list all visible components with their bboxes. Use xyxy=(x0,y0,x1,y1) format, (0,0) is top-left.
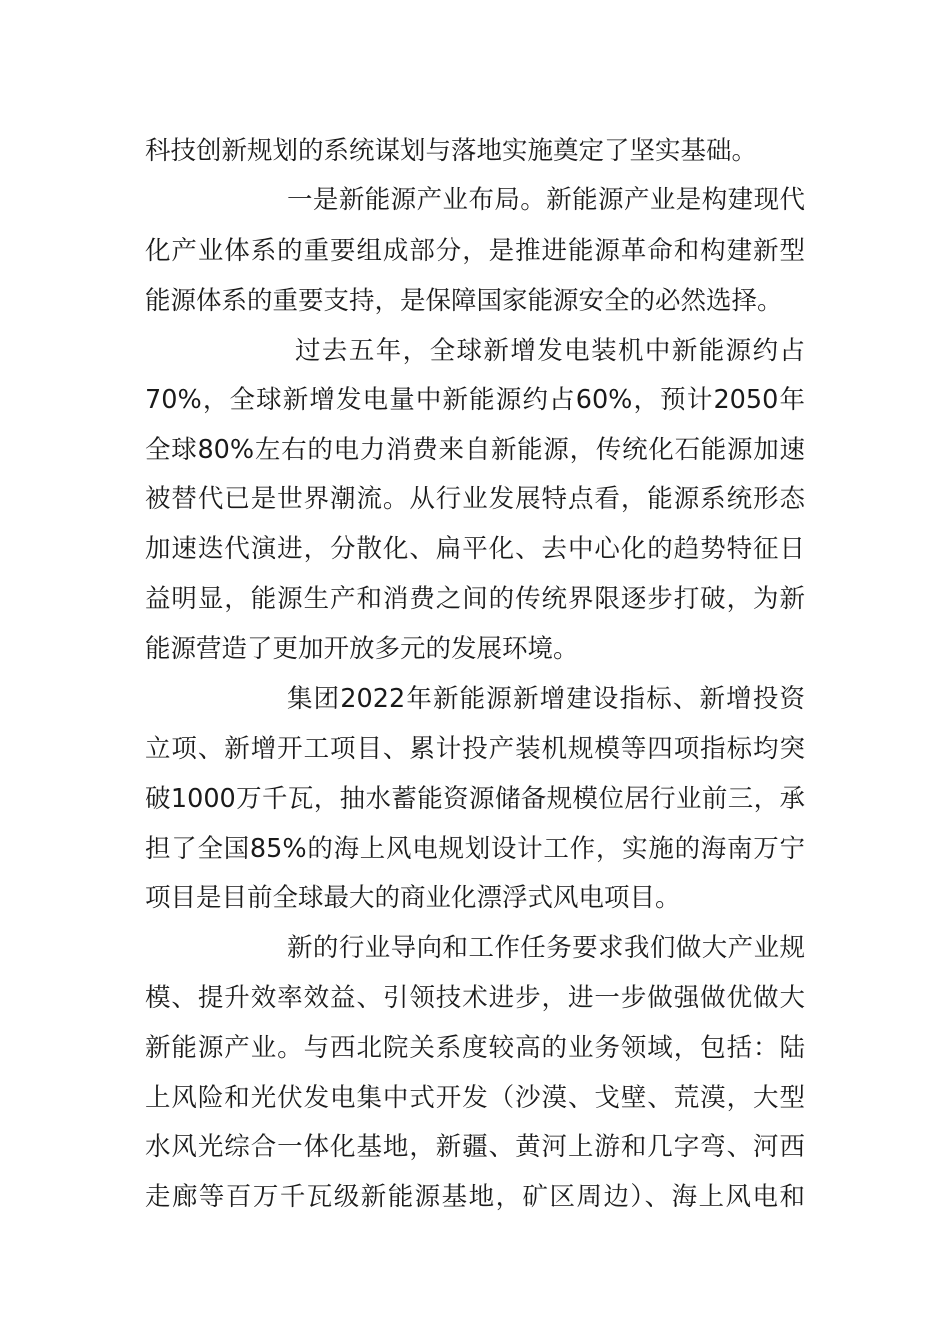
text-line-4: 能源体系的重要支持，是保障国家能源安全的必然选择。 xyxy=(145,286,783,316)
text-line-12: 集团2022年新能源新增建设指标、新增投资 xyxy=(287,684,805,714)
text-line-13: 立项、新增开工项目、累计投产装机规模等四项指标均突 xyxy=(145,734,805,764)
text-line-15: 担了全国85%的海上风电规划设计工作，实施的海南万宁 xyxy=(145,834,805,864)
text-line-8: 被替代已是世界潮流。从行业发展特点看，能源系统形态 xyxy=(145,484,805,514)
text-line-20: 上风险和光伏发电集中式开发（沙漠、戈壁、荒漠，大型 xyxy=(145,1083,805,1113)
text-line-17: 新的行业导向和工作任务要求我们做大产业规 xyxy=(287,933,805,963)
text-line-3: 化产业体系的重要组成部分，是推进能源革命和构建新型 xyxy=(145,236,805,266)
text-line-1: 科技创新规划的系统谋划与落地实施奠定了坚实基础。 xyxy=(145,136,758,166)
text-line-14: 破1000万千瓦，抽水蓄能资源储备规模位居行业前三，承 xyxy=(145,784,805,814)
text-line-9: 加速迭代演进，分散化、扁平化、去中心化的趋势特征日 xyxy=(145,534,805,564)
text-line-10: 益明显，能源生产和消费之间的传统界限逐步打破，为新 xyxy=(145,584,805,614)
text-line-16: 项目是目前全球最大的商业化漂浮式风电项目。 xyxy=(145,883,681,913)
text-line-2: 一是新能源产业布局。新能源产业是构建现代 xyxy=(287,185,805,215)
text-line-7: 全球80%左右的电力消费来自新能源，传统化石能源加速 xyxy=(145,435,805,465)
text-line-6: 70%，全球新增发电量中新能源约占60%，预计2050年 xyxy=(145,385,805,415)
text-line-21: 水风光综合一体化基地，新疆、黄河上游和几字弯、河西 xyxy=(145,1132,805,1162)
text-line-18: 模、提升效率效益、引领技术进步，进一步做强做优做大 xyxy=(145,983,805,1013)
text-line-22: 走廊等百万千瓦级新能源基地，矿区周边）、海上风电和 xyxy=(145,1182,805,1212)
text-line-19: 新能源产业。与西北院关系度较高的业务领域，包括：陆 xyxy=(145,1033,805,1063)
text-line-11: 能源营造了更加开放多元的发展环境。 xyxy=(145,634,579,664)
text-line-5: 过去五年，全球新增发电装机中新能源约占 xyxy=(295,336,805,366)
